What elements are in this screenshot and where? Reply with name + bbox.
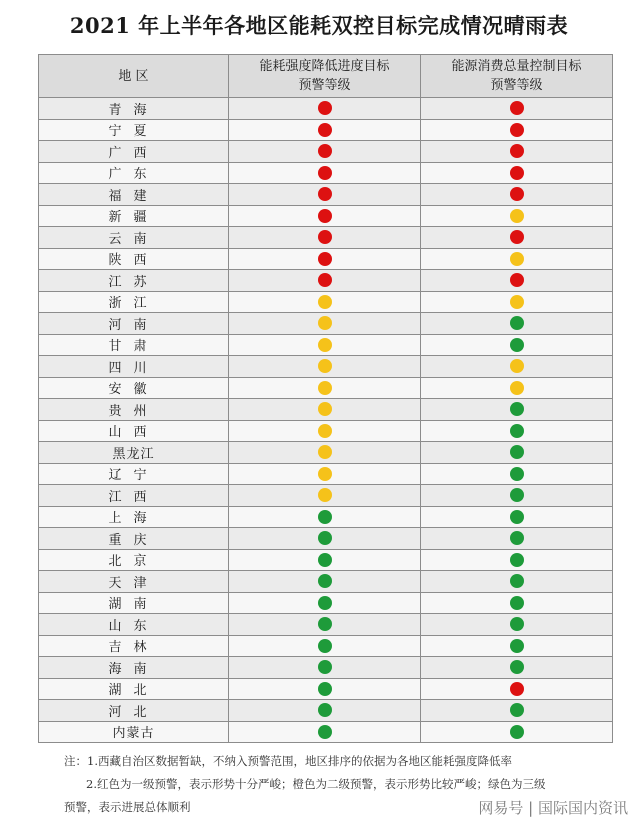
intensity-warning-cell	[229, 184, 421, 206]
total-warning-cell	[421, 227, 613, 249]
region-name: 上海	[39, 506, 229, 528]
header-total: 能源消费总量控制目标 预警等级	[421, 55, 613, 98]
green-warning-dot	[318, 510, 332, 524]
intensity-warning-cell	[229, 635, 421, 657]
total-warning-cell	[421, 592, 613, 614]
table-row	[39, 528, 613, 550]
green-warning-dot	[510, 574, 524, 588]
region-name: 甘肃	[39, 334, 229, 356]
region-name: 内蒙古	[39, 721, 229, 743]
red-warning-dot	[318, 187, 332, 201]
red-warning-dot	[318, 230, 332, 244]
region-name: 广西	[39, 141, 229, 163]
region-name: 河南	[39, 313, 229, 335]
red-warning-dot	[318, 144, 332, 158]
total-warning-cell	[421, 270, 613, 292]
intensity-warning-cell	[229, 528, 421, 550]
green-warning-dot	[318, 682, 332, 696]
red-warning-dot	[318, 209, 332, 223]
green-warning-dot	[318, 703, 332, 717]
total-warning-cell	[421, 442, 613, 464]
orange-warning-dot	[510, 209, 524, 223]
red-warning-dot	[510, 273, 524, 287]
region-name: 重庆	[39, 528, 229, 550]
total-warning-cell	[421, 721, 613, 743]
region-name: 天津	[39, 571, 229, 593]
intensity-warning-cell	[229, 485, 421, 507]
intensity-warning-cell	[229, 334, 421, 356]
green-warning-dot	[510, 660, 524, 674]
watermark: 网易号 | 国际国内资讯	[478, 799, 628, 817]
note-1: 注：1.西藏自治区数据暂缺，不纳入预警范围，地区排序的依据为各地区能耗强度降低率	[64, 754, 512, 768]
intensity-warning-cell	[229, 614, 421, 636]
table-body	[39, 98, 613, 743]
intensity-warning-cell	[229, 442, 421, 464]
green-warning-dot	[510, 510, 524, 524]
region-name: 贵州	[39, 399, 229, 421]
region-name: 江西	[39, 485, 229, 507]
total-warning-cell	[421, 485, 613, 507]
table-row	[39, 205, 613, 227]
red-warning-dot	[510, 187, 524, 201]
orange-warning-dot	[318, 316, 332, 330]
total-warning-cell	[421, 506, 613, 528]
intensity-warning-cell	[229, 270, 421, 292]
warning-table	[38, 54, 613, 743]
intensity-warning-cell	[229, 549, 421, 571]
green-warning-dot	[510, 617, 524, 631]
table-row	[39, 334, 613, 356]
table-row	[39, 270, 613, 292]
green-warning-dot	[318, 725, 332, 739]
green-warning-dot	[510, 725, 524, 739]
intensity-warning-cell	[229, 657, 421, 679]
intensity-warning-cell	[229, 313, 421, 335]
table-row	[39, 721, 613, 743]
region-name: 山东	[39, 614, 229, 636]
header-region: 地 区	[39, 55, 229, 98]
total-warning-cell	[421, 205, 613, 227]
intensity-warning-cell	[229, 248, 421, 270]
total-warning-cell	[421, 98, 613, 120]
total-warning-cell	[421, 549, 613, 571]
green-warning-dot	[510, 703, 524, 717]
table-row	[39, 227, 613, 249]
region-name: 安徽	[39, 377, 229, 399]
note-2: 2.红色为一级预警，表示形势十分严峻；橙色为二级预警，表示形势比较严峻；绿色为三级	[86, 777, 546, 791]
red-warning-dot	[318, 101, 332, 115]
table-row	[39, 399, 613, 421]
orange-warning-dot	[318, 488, 332, 502]
green-warning-dot	[510, 338, 524, 352]
note-3: 预警，表示进展总体顺利	[64, 800, 191, 814]
green-warning-dot	[510, 424, 524, 438]
green-warning-dot	[510, 596, 524, 610]
region-name: 福建	[39, 184, 229, 206]
orange-warning-dot	[318, 338, 332, 352]
table-row	[39, 98, 613, 120]
orange-warning-dot	[318, 445, 332, 459]
intensity-warning-cell	[229, 377, 421, 399]
region-name: 宁夏	[39, 119, 229, 141]
region-name: 湖南	[39, 592, 229, 614]
page-title: 2021 年上半年各地区能耗双控目标完成情况晴雨表	[69, 13, 569, 38]
region-name: 新疆	[39, 205, 229, 227]
intensity-warning-cell	[229, 700, 421, 722]
header-intensity: 能耗强度降低进度目标 预警等级	[229, 55, 421, 98]
region-name: 海南	[39, 657, 229, 679]
intensity-warning-cell	[229, 420, 421, 442]
green-warning-dot	[318, 574, 332, 588]
green-warning-dot	[510, 316, 524, 330]
total-warning-cell	[421, 248, 613, 270]
orange-warning-dot	[318, 359, 332, 373]
region-name: 河北	[39, 700, 229, 722]
green-warning-dot	[318, 617, 332, 631]
table-row	[39, 485, 613, 507]
region-name: 吉林	[39, 635, 229, 657]
table-row	[39, 141, 613, 163]
table-row	[39, 248, 613, 270]
red-warning-dot	[510, 682, 524, 696]
green-warning-dot	[318, 639, 332, 653]
total-warning-cell	[421, 119, 613, 141]
red-warning-dot	[510, 166, 524, 180]
region-name: 山西	[39, 420, 229, 442]
region-name: 北京	[39, 549, 229, 571]
total-warning-cell	[421, 678, 613, 700]
region-name: 辽宁	[39, 463, 229, 485]
intensity-warning-cell	[229, 356, 421, 378]
red-warning-dot	[318, 123, 332, 137]
intensity-warning-cell	[229, 592, 421, 614]
table-row	[39, 635, 613, 657]
intensity-warning-cell	[229, 463, 421, 485]
orange-warning-dot	[510, 359, 524, 373]
region-name: 云南	[39, 227, 229, 249]
region-name: 江苏	[39, 270, 229, 292]
orange-warning-dot	[510, 381, 524, 395]
table-row	[39, 184, 613, 206]
green-warning-dot	[318, 660, 332, 674]
total-warning-cell	[421, 184, 613, 206]
total-warning-cell	[421, 141, 613, 163]
red-warning-dot	[318, 273, 332, 287]
orange-warning-dot	[318, 467, 332, 481]
green-warning-dot	[510, 467, 524, 481]
intensity-warning-cell	[229, 721, 421, 743]
intensity-warning-cell	[229, 119, 421, 141]
total-warning-cell	[421, 334, 613, 356]
orange-warning-dot	[318, 295, 332, 309]
table-row	[39, 614, 613, 636]
table-row	[39, 678, 613, 700]
green-warning-dot	[510, 402, 524, 416]
orange-warning-dot	[318, 381, 332, 395]
region-name: 黑龙江	[39, 442, 229, 464]
table-row	[39, 313, 613, 335]
table-row	[39, 463, 613, 485]
total-warning-cell	[421, 313, 613, 335]
green-warning-dot	[318, 553, 332, 567]
table-row	[39, 442, 613, 464]
total-warning-cell	[421, 700, 613, 722]
table-row	[39, 657, 613, 679]
intensity-warning-cell	[229, 205, 421, 227]
total-warning-cell	[421, 162, 613, 184]
intensity-warning-cell	[229, 506, 421, 528]
region-name: 广东	[39, 162, 229, 184]
orange-warning-dot	[318, 402, 332, 416]
red-warning-dot	[510, 101, 524, 115]
red-warning-dot	[318, 252, 332, 266]
table-row	[39, 549, 613, 571]
table-row	[39, 506, 613, 528]
table-row	[39, 119, 613, 141]
table-row	[39, 291, 613, 313]
intensity-warning-cell	[229, 162, 421, 184]
intensity-warning-cell	[229, 399, 421, 421]
red-warning-dot	[318, 166, 332, 180]
total-warning-cell	[421, 399, 613, 421]
red-warning-dot	[510, 123, 524, 137]
table-row	[39, 356, 613, 378]
total-warning-cell	[421, 377, 613, 399]
table-header-row	[39, 55, 613, 98]
orange-warning-dot	[510, 252, 524, 266]
region-name: 湖北	[39, 678, 229, 700]
table-row	[39, 420, 613, 442]
total-warning-cell	[421, 528, 613, 550]
green-warning-dot	[510, 445, 524, 459]
total-warning-cell	[421, 420, 613, 442]
intensity-warning-cell	[229, 141, 421, 163]
total-warning-cell	[421, 463, 613, 485]
table-row	[39, 700, 613, 722]
total-warning-cell	[421, 571, 613, 593]
intensity-warning-cell	[229, 98, 421, 120]
total-warning-cell	[421, 657, 613, 679]
total-warning-cell	[421, 614, 613, 636]
green-warning-dot	[510, 639, 524, 653]
total-warning-cell	[421, 356, 613, 378]
region-name: 浙江	[39, 291, 229, 313]
green-warning-dot	[510, 553, 524, 567]
green-warning-dot	[318, 531, 332, 545]
table-row	[39, 571, 613, 593]
table-row	[39, 377, 613, 399]
orange-warning-dot	[318, 424, 332, 438]
table-row	[39, 592, 613, 614]
green-warning-dot	[510, 488, 524, 502]
intensity-warning-cell	[229, 227, 421, 249]
green-warning-dot	[318, 596, 332, 610]
red-warning-dot	[510, 144, 524, 158]
green-warning-dot	[510, 531, 524, 545]
orange-warning-dot	[510, 295, 524, 309]
table-row	[39, 162, 613, 184]
intensity-warning-cell	[229, 571, 421, 593]
region-name: 青海	[39, 98, 229, 120]
region-name: 陕西	[39, 248, 229, 270]
red-warning-dot	[510, 230, 524, 244]
total-warning-cell	[421, 291, 613, 313]
total-warning-cell	[421, 635, 613, 657]
intensity-warning-cell	[229, 291, 421, 313]
intensity-warning-cell	[229, 678, 421, 700]
region-name: 四川	[39, 356, 229, 378]
